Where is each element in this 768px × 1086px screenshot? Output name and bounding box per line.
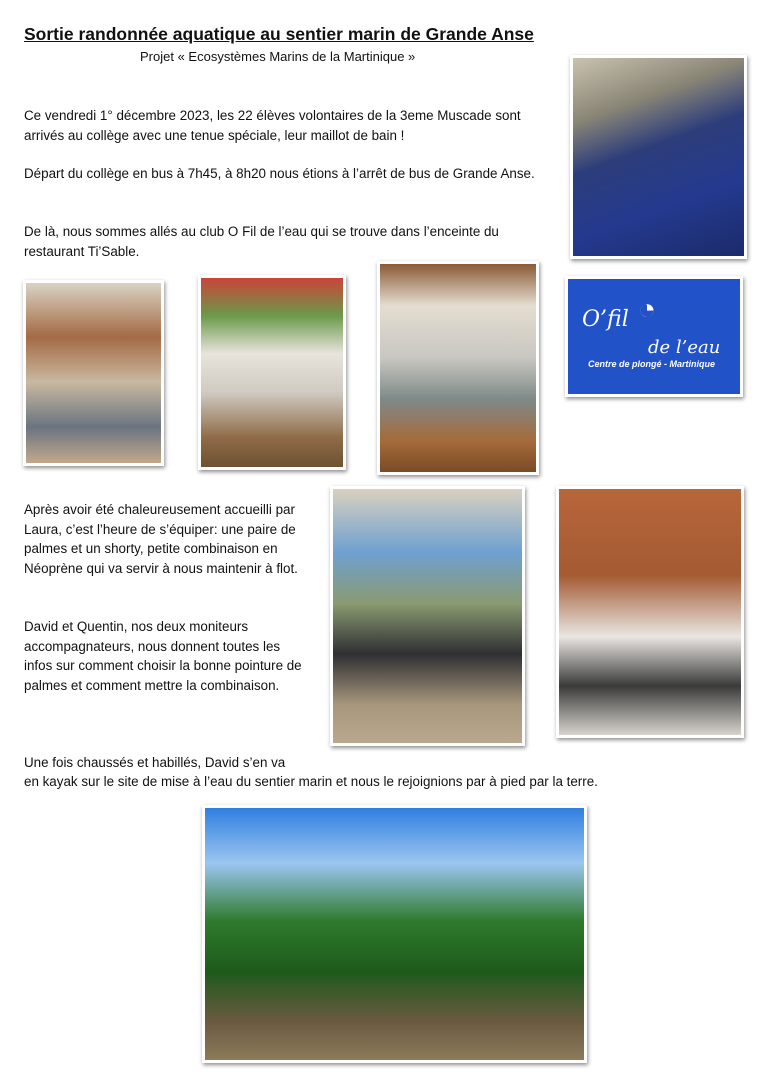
page-title: Sortie randonnée aquatique au sentier marin de Grande Anse <box>24 24 534 44</box>
logo-tagline: Centre de plongé - Martinique <box>588 359 716 369</box>
photo-equipment <box>330 486 525 746</box>
photo-students-group-1 <box>23 280 164 466</box>
logo-text: O’fil <box>582 307 629 332</box>
photo-students-restaurant <box>377 261 539 475</box>
paragraph-club: De là, nous sommes allés au club O Fil de l’eau qui se trouve dans l’enceinte du restaurant Ti’Sable. <box>24 224 499 259</box>
paragraph-kayak-line2: en kayak sur le site de mise à l’eau du sentier marin et nous le rejoignions par à pied par la terre. <box>24 774 598 789</box>
paragraph-kayak-line1: Une fois chaussés et habillés, David s’en va <box>24 755 286 770</box>
photo-student-fins <box>556 486 744 738</box>
photo-bus <box>570 55 747 259</box>
paragraph-instructors: David et Quentin, nos deux moniteurs accompagnateurs, nous donnent toutes les infos sur comment choisir la bonne pointure de palmes et comment mettre la combinaison. <box>24 619 302 693</box>
photo-club-logo <box>565 276 743 397</box>
page-subtitle: Projet « Ecosystèmes Marins de la Martinique » <box>140 49 416 64</box>
photo-walking-path <box>202 805 587 1063</box>
turtle-icon: ◔ <box>638 293 657 326</box>
photo-students-group-2 <box>198 275 346 470</box>
paragraph-arrival: Ce vendredi 1° décembre 2023, les 22 élèves volontaires de la 3eme Muscade sont arrivés au collège avec une tenue spéciale, leur maillot de bain ! <box>24 108 521 143</box>
logo-text: de l’eau <box>648 337 721 358</box>
paragraph-departure: Départ du collège en bus à 7h45, à 8h20 nous étions à l’arrêt de bus de Grande Anse. <box>24 166 535 181</box>
paragraph-equipment: Après avoir été chaleureusement accueilli par Laura, c’est l’heure de s’équiper: une paire de palmes et un shorty, petite combinaison en Néoprène qui va servir à nous maintenir à flot. <box>24 502 298 576</box>
